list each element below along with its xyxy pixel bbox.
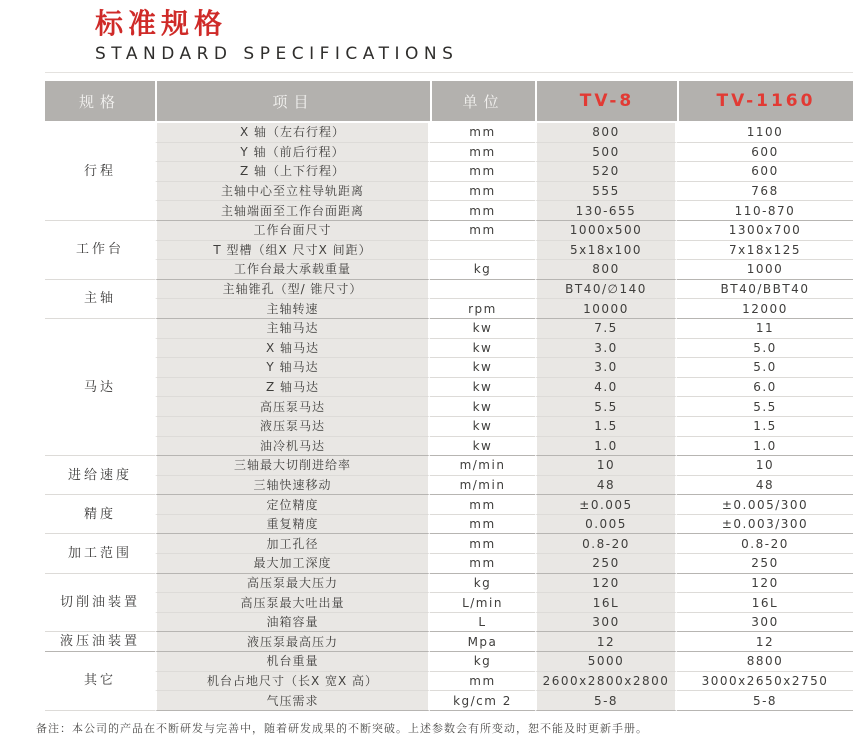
cell-item: 机台占地尺寸（长X 宽X 高） [155, 672, 430, 692]
page-title-english: STANDARD SPECIFICATIONS [95, 44, 459, 64]
table-row [45, 652, 853, 672]
cell-tv8: 800 [535, 123, 677, 143]
cell-unit: kg [430, 574, 535, 594]
cell-unit: mm [430, 182, 535, 202]
cell-unit: kw [430, 397, 535, 417]
header-model-tv8: TV-8 [535, 81, 677, 123]
cell-tv1160: ±0.005/300 [677, 495, 853, 515]
cell-unit: kw [430, 358, 535, 378]
table-row [45, 593, 853, 613]
table-row [45, 162, 853, 182]
cell-item: 加工孔径 [155, 534, 430, 554]
cell-tv8: 1000x500 [535, 221, 677, 241]
cell-tv1160: 1.0 [677, 437, 853, 457]
cell-unit: mm [430, 123, 535, 143]
cell-item: 高压泵马达 [155, 397, 430, 417]
cell-tv1160: 12 [677, 632, 853, 652]
header-unit: 单位 [430, 81, 535, 123]
specifications-table [45, 81, 853, 711]
cell-unit: kw [430, 417, 535, 437]
cell-item: 机台重量 [155, 652, 430, 672]
group-label: 进给速度 [45, 456, 155, 495]
cell-tv1160: 1100 [677, 123, 853, 143]
group-label: 马达 [45, 319, 155, 456]
title-divider [45, 72, 853, 73]
table-row [45, 476, 853, 496]
cell-unit: mm [430, 201, 535, 221]
table-row [45, 437, 853, 457]
cell-tv1160: 5.0 [677, 339, 853, 359]
cell-item: Z 轴马达 [155, 378, 430, 398]
table-row [45, 691, 853, 711]
cell-item: 工作台最大承载重量 [155, 260, 430, 280]
cell-tv8: ±0.005 [535, 495, 677, 515]
cell-item: Y 轴马达 [155, 358, 430, 378]
table-row [45, 613, 853, 633]
cell-tv1160: 110-870 [677, 201, 853, 221]
cell-item: Z 轴（上下行程） [155, 162, 430, 182]
table-row [45, 280, 853, 300]
cell-unit: kw [430, 437, 535, 457]
cell-item: 重复精度 [155, 515, 430, 535]
cell-item: 三轴快速移动 [155, 476, 430, 496]
cell-unit: L [430, 613, 535, 633]
table-row [45, 299, 853, 319]
cell-item: 工作台面尺寸 [155, 221, 430, 241]
cell-tv1160: 5.0 [677, 358, 853, 378]
cell-item: 液压泵马达 [155, 417, 430, 437]
table-row [45, 221, 853, 241]
cell-unit: mm [430, 143, 535, 163]
cell-tv1160: 5-8 [677, 691, 853, 711]
table-row [45, 397, 853, 417]
cell-tv1160: 48 [677, 476, 853, 496]
table-row [45, 515, 853, 535]
cell-tv8: 1.0 [535, 437, 677, 457]
group-label: 其它 [45, 652, 155, 711]
cell-tv8: 0.005 [535, 515, 677, 535]
cell-tv8: 48 [535, 476, 677, 496]
table-row [45, 143, 853, 163]
cell-tv8: 130-655 [535, 201, 677, 221]
cell-tv1160: 8800 [677, 652, 853, 672]
cell-item: Y 轴（前后行程） [155, 143, 430, 163]
cell-item: 主轴端面至工作台面距离 [155, 201, 430, 221]
cell-tv8: 3.0 [535, 339, 677, 359]
table-row [45, 339, 853, 359]
table-row [45, 201, 853, 221]
cell-tv1160: 6.0 [677, 378, 853, 398]
table-row [45, 182, 853, 202]
table-row [45, 378, 853, 398]
cell-unit: mm [430, 554, 535, 574]
cell-tv1160: 250 [677, 554, 853, 574]
cell-tv8: 120 [535, 574, 677, 594]
header-item: 项目 [155, 81, 430, 123]
cell-tv8: BT40/∅140 [535, 280, 677, 300]
cell-unit: m/min [430, 456, 535, 476]
group-label: 加工范围 [45, 534, 155, 573]
cell-item: 油箱容量 [155, 613, 430, 633]
cell-tv8: 300 [535, 613, 677, 633]
cell-unit: mm [430, 495, 535, 515]
title-block [0, 0, 855, 65]
cell-unit: L/min [430, 593, 535, 613]
cell-item: 最大加工深度 [155, 554, 430, 574]
cell-unit: mm [430, 672, 535, 692]
group-label: 工作台 [45, 221, 155, 280]
cell-tv1160: 1000 [677, 260, 853, 280]
cell-tv1160: 600 [677, 143, 853, 163]
table-row [45, 417, 853, 437]
cell-item: T 型槽（组X 尺寸X 间距） [155, 241, 430, 261]
cell-tv1160: 768 [677, 182, 853, 202]
table-row [45, 534, 853, 554]
cell-tv8: 1.5 [535, 417, 677, 437]
cell-tv1160: 3000x2650x2750 [677, 672, 853, 692]
cell-item: 液压泵最高压力 [155, 632, 430, 652]
cell-item: 主轴中心至立柱导轨距离 [155, 182, 430, 202]
cell-item: 高压泵最大吐出量 [155, 593, 430, 613]
cell-item: 主轴马达 [155, 319, 430, 339]
cell-unit: kg [430, 652, 535, 672]
cell-tv8: 10000 [535, 299, 677, 319]
cell-unit: kw [430, 319, 535, 339]
cell-tv1160: 12000 [677, 299, 853, 319]
cell-unit: rpm [430, 299, 535, 319]
cell-tv1160: BT40/BBT40 [677, 280, 853, 300]
cell-item: 气压需求 [155, 691, 430, 711]
cell-item: X 轴（左右行程） [155, 123, 430, 143]
table-row [45, 260, 853, 280]
cell-item: 主轴转速 [155, 299, 430, 319]
cell-tv1160: 120 [677, 574, 853, 594]
header-model-tv1160: TV-1160 [677, 81, 853, 123]
table-row [45, 632, 853, 652]
cell-tv1160: ±0.003/300 [677, 515, 853, 535]
cell-tv8: 500 [535, 143, 677, 163]
cell-unit: mm [430, 162, 535, 182]
cell-unit: kg/cm 2 [430, 691, 535, 711]
group-label: 主轴 [45, 280, 155, 319]
cell-tv8: 5-8 [535, 691, 677, 711]
cell-tv1160: 16L [677, 593, 853, 613]
cell-tv8: 10 [535, 456, 677, 476]
cell-tv8: 800 [535, 260, 677, 280]
cell-tv8: 555 [535, 182, 677, 202]
cell-unit: mm [430, 515, 535, 535]
cell-item: 三轴最大切削进给率 [155, 456, 430, 476]
table-row [45, 456, 853, 476]
table-row [45, 554, 853, 574]
cell-tv8: 7.5 [535, 319, 677, 339]
group-label: 液压油装置 [45, 632, 155, 652]
spec-table-body [45, 123, 853, 711]
cell-unit: kw [430, 339, 535, 359]
table-row [45, 574, 853, 594]
cell-tv8: 4.0 [535, 378, 677, 398]
cell-tv8: 520 [535, 162, 677, 182]
cell-unit: Mpa [430, 632, 535, 652]
cell-tv1160: 7x18x125 [677, 241, 853, 261]
cell-item: X 轴马达 [155, 339, 430, 359]
cell-tv8: 5x18x100 [535, 241, 677, 261]
table-row [45, 672, 853, 692]
cell-tv1160: 600 [677, 162, 853, 182]
cell-item: 主轴锥孔（型/ 锥尺寸） [155, 280, 430, 300]
cell-tv8: 5.5 [535, 397, 677, 417]
cell-tv1160: 5.5 [677, 397, 853, 417]
cell-unit: mm [430, 534, 535, 554]
cell-tv8: 12 [535, 632, 677, 652]
cell-tv1160: 1300x700 [677, 221, 853, 241]
cell-tv8: 0.8-20 [535, 534, 677, 554]
cell-unit: mm [430, 221, 535, 241]
cell-tv8: 16L [535, 593, 677, 613]
table-row [45, 319, 853, 339]
footnote: 备注：本公司的产品在不断研发与完善中，随着研发成果的不断突破。上述参数会有所变动，恕不能及时更新手册。 [36, 721, 648, 735]
cell-tv1160: 0.8-20 [677, 534, 853, 554]
cell-item: 定位精度 [155, 495, 430, 515]
cell-unit: kw [430, 378, 535, 398]
cell-tv1160: 11 [677, 319, 853, 339]
cell-item: 油冷机马达 [155, 437, 430, 457]
cell-tv8: 3.0 [535, 358, 677, 378]
cell-tv8: 250 [535, 554, 677, 574]
cell-tv1160: 300 [677, 613, 853, 633]
cell-tv1160: 10 [677, 456, 853, 476]
cell-tv1160: 1.5 [677, 417, 853, 437]
cell-unit: kg [430, 260, 535, 280]
table-row [45, 241, 853, 261]
table-row [45, 495, 853, 515]
header-row [45, 81, 853, 123]
group-label: 精度 [45, 495, 155, 534]
cell-tv8: 2600x2800x2800 [535, 672, 677, 692]
cell-unit [430, 280, 535, 300]
cell-tv8: 5000 [535, 652, 677, 672]
table-header [45, 81, 853, 123]
page-title-chinese: 标准规格 [95, 7, 228, 40]
group-label: 行程 [45, 123, 155, 221]
group-label: 切削油装置 [45, 574, 155, 633]
table-row [45, 123, 853, 143]
table-row [45, 358, 853, 378]
header-spec: 规格 [45, 81, 155, 123]
cell-item: 高压泵最大压力 [155, 574, 430, 594]
cell-unit [430, 241, 535, 261]
cell-unit: m/min [430, 476, 535, 496]
